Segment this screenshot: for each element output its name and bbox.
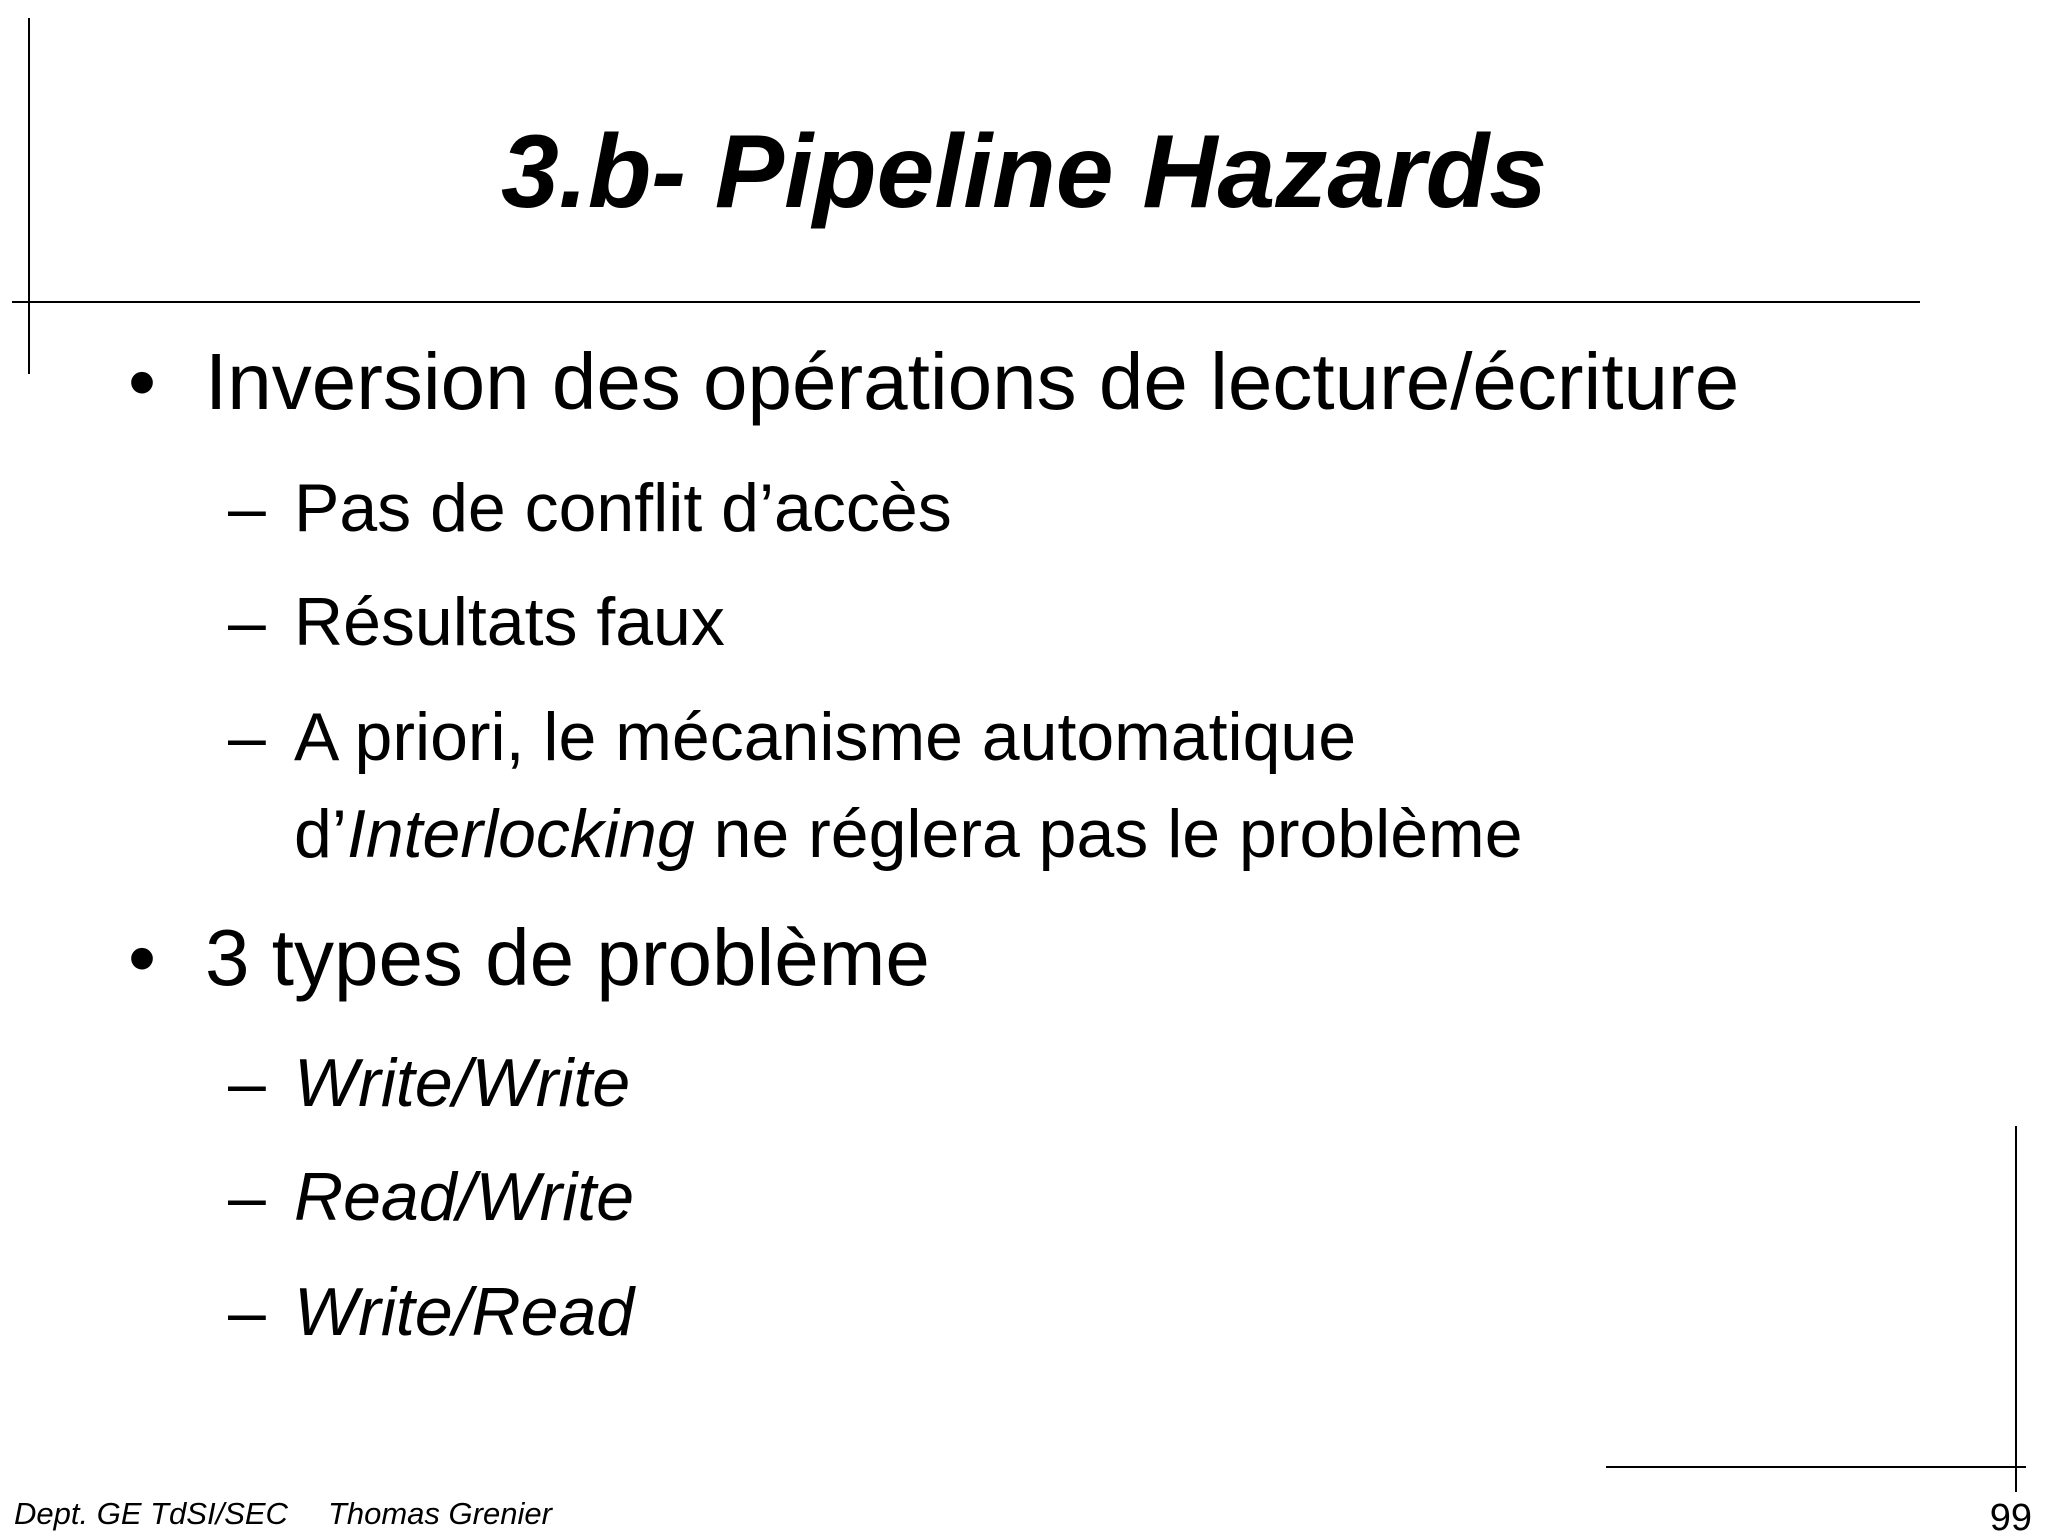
sub-item-text: Write/Read xyxy=(294,1274,635,1350)
sub-item-text: A priori, le mécanisme automatique xyxy=(294,699,1357,775)
dash-glyph: – xyxy=(228,1274,266,1350)
sub-item-text: Read/Write xyxy=(294,1159,635,1235)
dash-glyph: – xyxy=(228,1045,266,1121)
dash-glyph: – xyxy=(228,1159,266,1235)
page-number: 99 xyxy=(1989,1497,2032,1536)
sub-item-text: Pas de conflit d’accès xyxy=(294,470,952,546)
dash-glyph: – xyxy=(228,584,266,660)
bullet-text: Inversion des opérations de lecture/écriture xyxy=(205,337,1740,426)
dash-glyph: – xyxy=(228,699,266,775)
sub-item-text-continuation xyxy=(294,794,1523,874)
text-suffix: ne réglera pas le problème xyxy=(694,796,1523,872)
sub-item-text: Write/Write xyxy=(294,1045,631,1121)
text-prefix: d’ xyxy=(294,796,347,872)
bullet-text: 3 types de problème xyxy=(205,913,930,1002)
italic-term: Interlocking xyxy=(346,796,695,872)
slide-title: 3.b- Pipeline Hazards xyxy=(500,114,1548,230)
footer-department: Dept. GE TdSI/SEC xyxy=(14,1496,288,1531)
dash-glyph: – xyxy=(228,470,266,546)
sub-item-text: Résultats faux xyxy=(294,584,725,660)
bullet-glyph: • xyxy=(128,913,157,1002)
footer-author: Thomas Grenier xyxy=(327,1496,552,1531)
footer-credits xyxy=(14,1496,552,1532)
bullet-glyph: • xyxy=(128,337,157,426)
